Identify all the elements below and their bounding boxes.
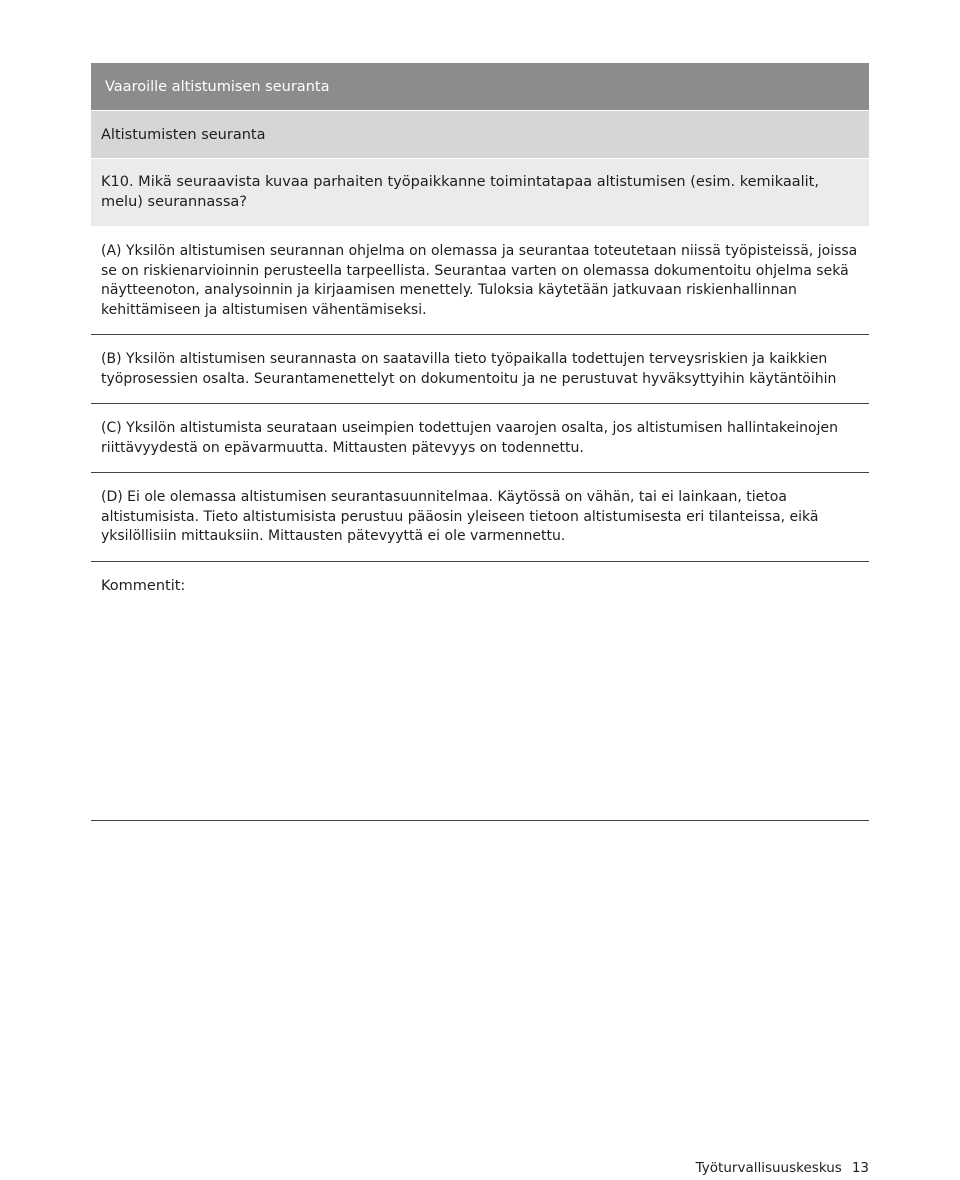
- subsection-title: Altistumisten seuranta: [101, 127, 266, 143]
- footer-publisher: Työturvallisuuskeskus: [695, 1160, 842, 1176]
- answer-option-a: [91, 226, 869, 335]
- question-text: K10. Mikä seuraavista kuvaa parhaiten työpaikkanne toimintatapaa altistumisen (esim. kemikaalit, melu) seurannassa?: [101, 174, 819, 210]
- answer-option-text: (D) Ei ole olemassa altistumisen seurantasuunnitelmaa. Käytössä on vähän, tai ei lainkaan, tietoa altistumisista. Tieto altistumisista perustuu pääosin yleiseen tietoon altistumisesta eri tilanteissa, eikä yksilöllisiin mittauksiin. Mittausten pätevyyttä ei ole varmennettu.: [101, 489, 819, 544]
- question-row: [91, 159, 869, 226]
- page-number: 13: [851, 1160, 869, 1176]
- comments-area[interactable]: [91, 562, 869, 821]
- section-title: Vaaroille altistumisen seuranta: [105, 79, 330, 95]
- section-header: [91, 63, 869, 111]
- answer-option-text: (C) Yksilön altistumista seurataan useimpien todettujen vaarojen osalta, jos altistumisen hallintakeinojen riittävyydestä on epävarmuutta. Mittausten pätevyys on todennettu.: [101, 420, 838, 456]
- comments-label: Kommentit:: [101, 577, 186, 594]
- answer-option-b: [91, 335, 869, 404]
- answer-option-text: (B) Yksilön altistumisen seurannasta on saatavilla tieto työpaikalla todettujen terveysriskien ja kaikkien työprosessien osalta. Seurantamenettelyt on dokumentoitu ja ne perustuvat hyväksyttyihin käytäntöihin: [101, 351, 837, 387]
- subsection-header: [91, 111, 869, 159]
- answer-option-text: (A) Yksilön altistumisen seurannan ohjelma on olemassa ja seurantaa toteutetaan niissä työpisteissä, joissa se on riskienarvioinnin perusteella tarpeellista. Seurantaa varten on olemassa dokumentoitu ohjelma sekä näytteenoton, analysoinnin ja kirjaamisen menettely. Tuloksia käytetään jatkuvaan riskienhallinnan kehittämiseen ja altistumisen vähentämiseksi.: [101, 243, 858, 318]
- answer-option-d: [91, 473, 869, 562]
- page-footer: [696, 1160, 869, 1176]
- questionnaire-page: [91, 63, 869, 821]
- answer-option-c: [91, 404, 869, 473]
